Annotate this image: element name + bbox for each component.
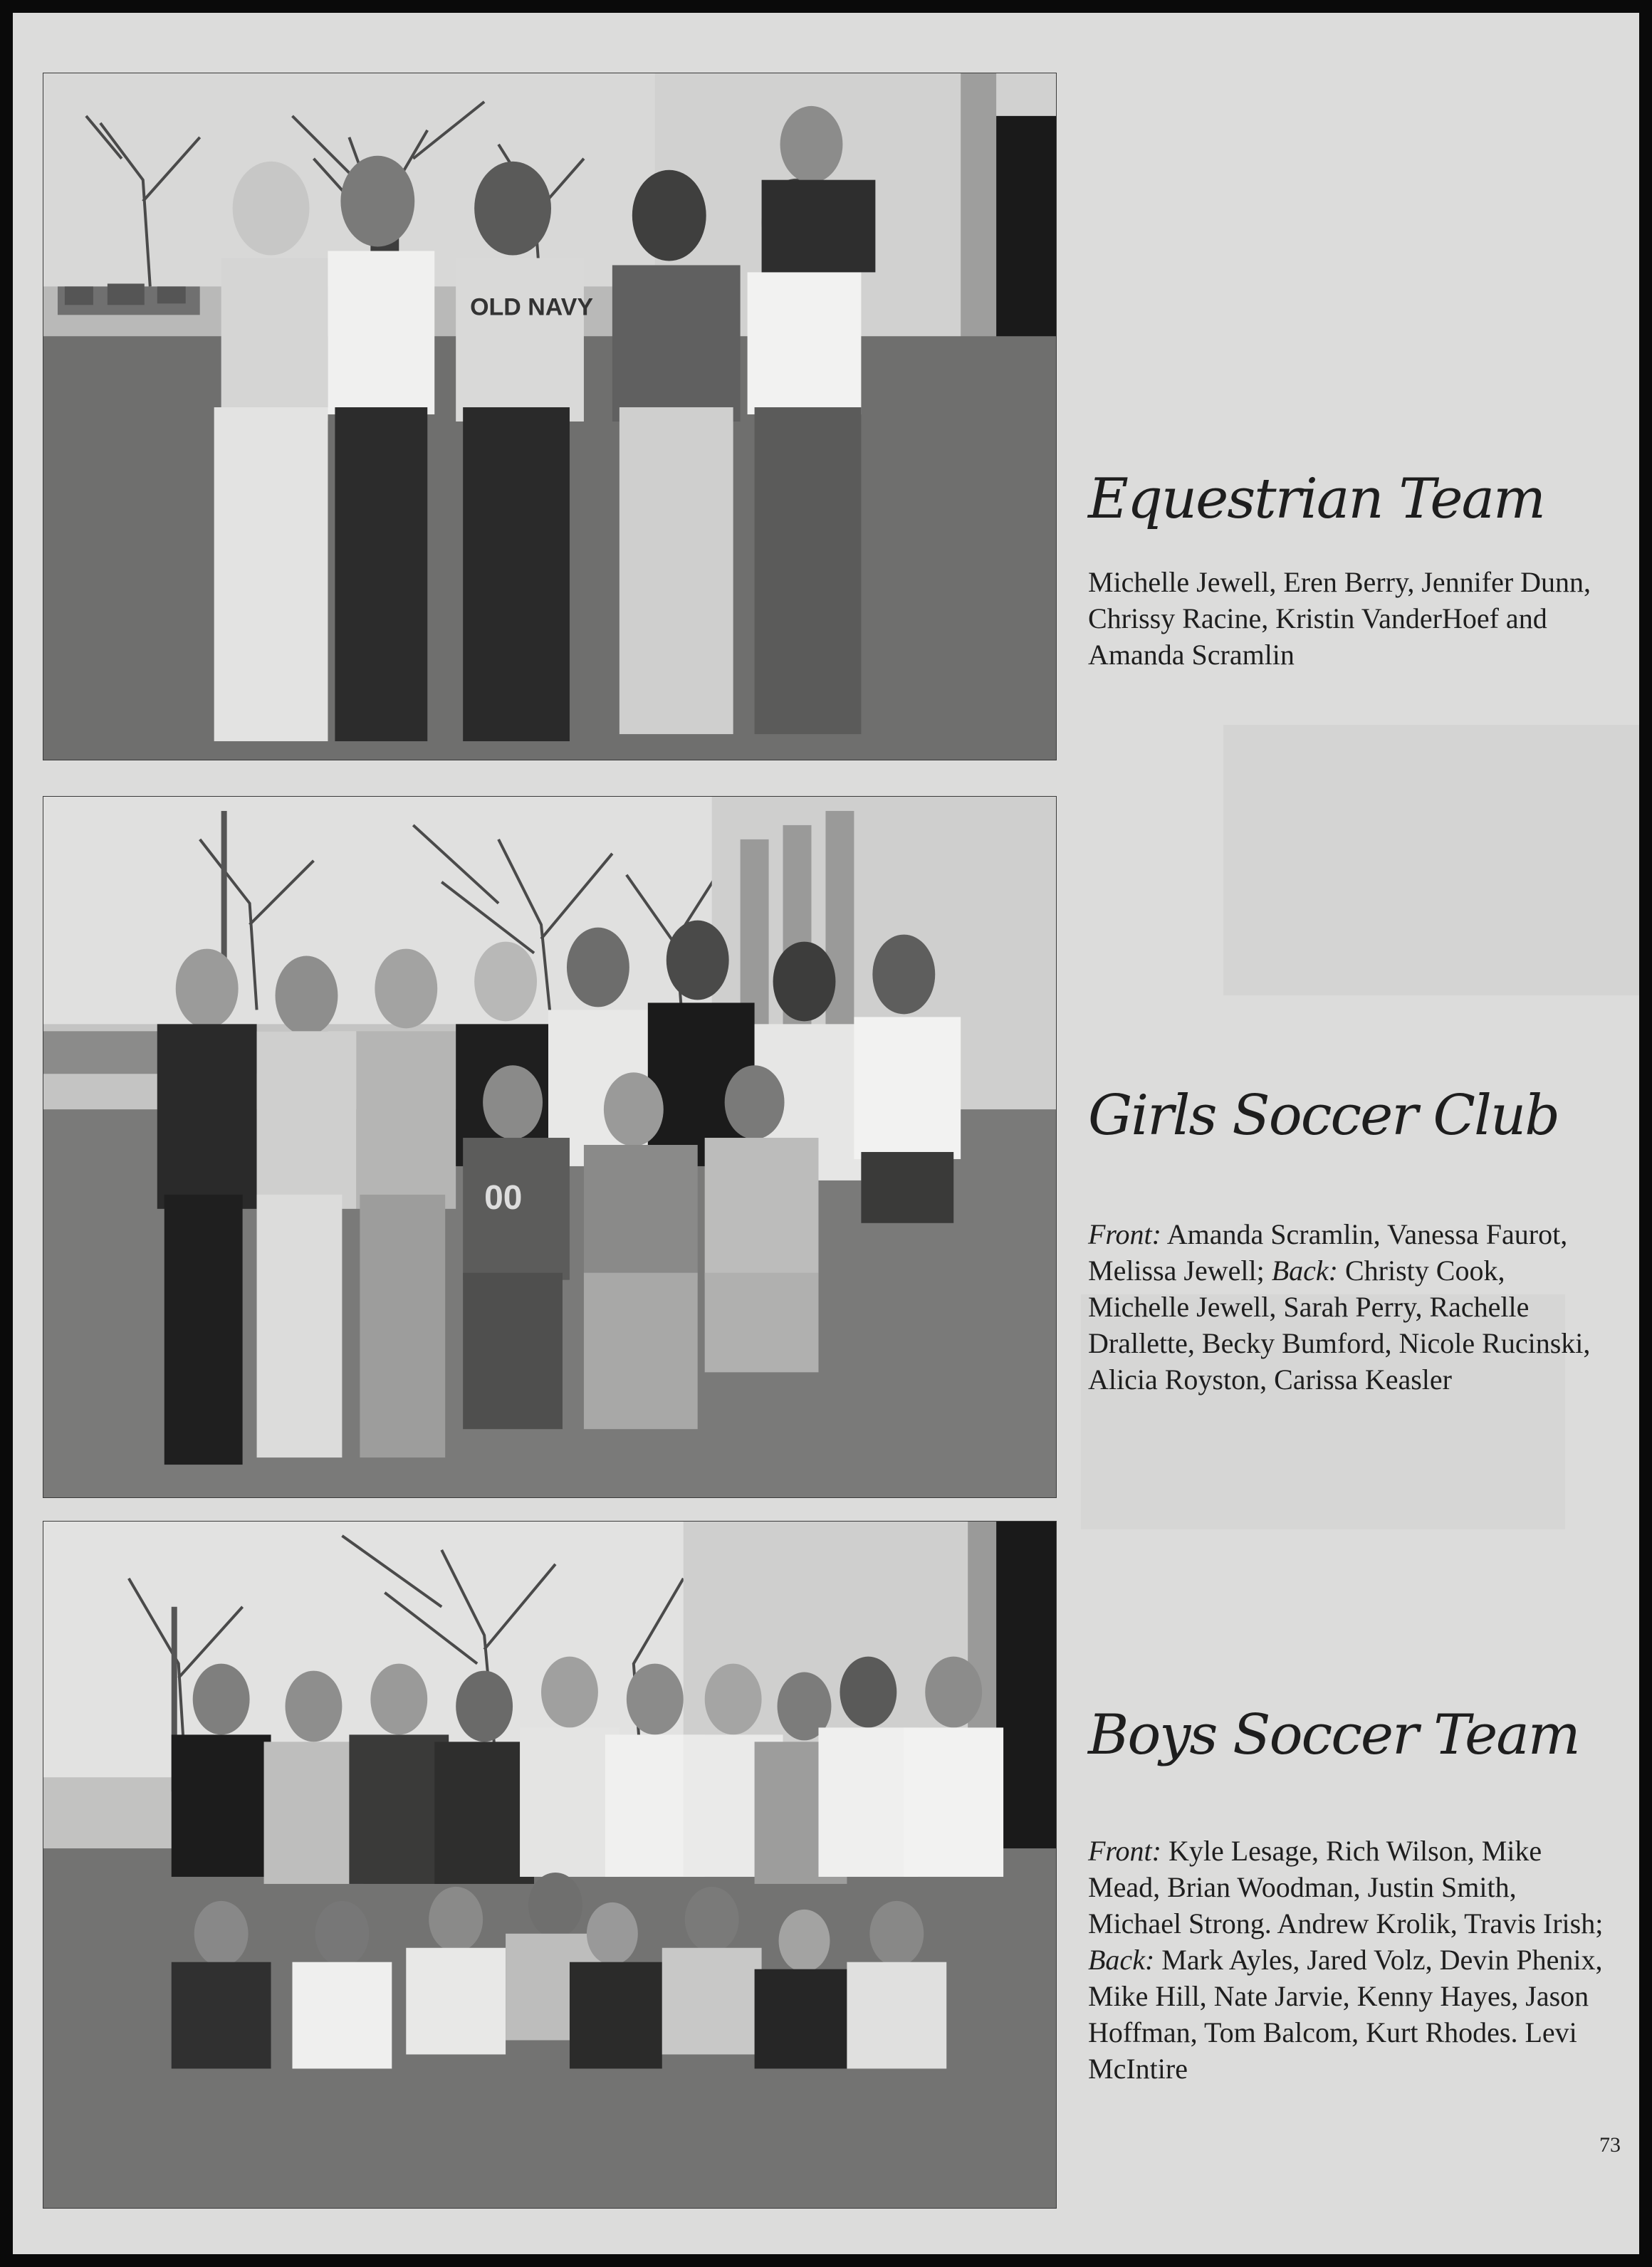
equestrian-team-photo [43, 73, 1057, 760]
girls-soccer-club-heading: Girls Soccer Club [1088, 1084, 1559, 1148]
girls-soccer-club-photo [43, 796, 1057, 1498]
back-names: Christy Cook, Michelle Jewell, Sarah Perry, Rachelle Drallette, Becky Bumford, Nicole Rucinski, Alicia Royston, Carissa Keasler [1088, 1255, 1591, 1396]
boys-soccer-team-caption [1088, 1833, 1608, 2087]
front-label: Front: [1088, 1218, 1161, 1250]
back-label: Back: [1088, 1944, 1155, 1976]
svg-text:00: 00 [484, 1178, 523, 1217]
bleed-through-shadow [1223, 725, 1639, 995]
equestrian-team-caption: Michelle Jewell, Eren Berry, Jennifer Dunn, Chrissy Racine, Kristin VanderHoef and Amanda Scramlin [1088, 566, 1591, 671]
back-label: Back: [1271, 1255, 1338, 1287]
girls-soccer-photo-art [43, 797, 1056, 1497]
front-names: Amanda Scramlin, Vanessa Faurot, Melissa Jewell; [1088, 1218, 1568, 1287]
boys-soccer-team-heading: Boys Soccer Team [1088, 1703, 1579, 1767]
page-number: 73 [1599, 2133, 1621, 2157]
boys-soccer-photo-art [43, 1522, 1056, 2208]
girls-soccer-club-caption [1088, 1216, 1608, 1398]
equestrian-team-heading: Equestrian Team [1088, 467, 1544, 531]
front-label: Front: [1088, 1835, 1161, 1867]
front-names: Kyle Lesage, Rich Wilson, Mike Mead, Brian Woodman, Justin Smith, Michael Strong. Andrew Krolik, Travis Irish; [1088, 1835, 1604, 1939]
svg-text:OLD NAVY: OLD NAVY [470, 293, 594, 321]
boys-soccer-team-photo [43, 1521, 1057, 2209]
equestrian-photo-art [43, 73, 1056, 760]
back-names: Mark Ayles, Jared Volz, Devin Phenix, Mike Hill, Nate Jarvie, Kenny Hayes, Jason Hoffman, Tom Balcom, Kurt Rhodes. Levi McIntire [1088, 1944, 1603, 2085]
yearbook-page [13, 13, 1639, 2254]
